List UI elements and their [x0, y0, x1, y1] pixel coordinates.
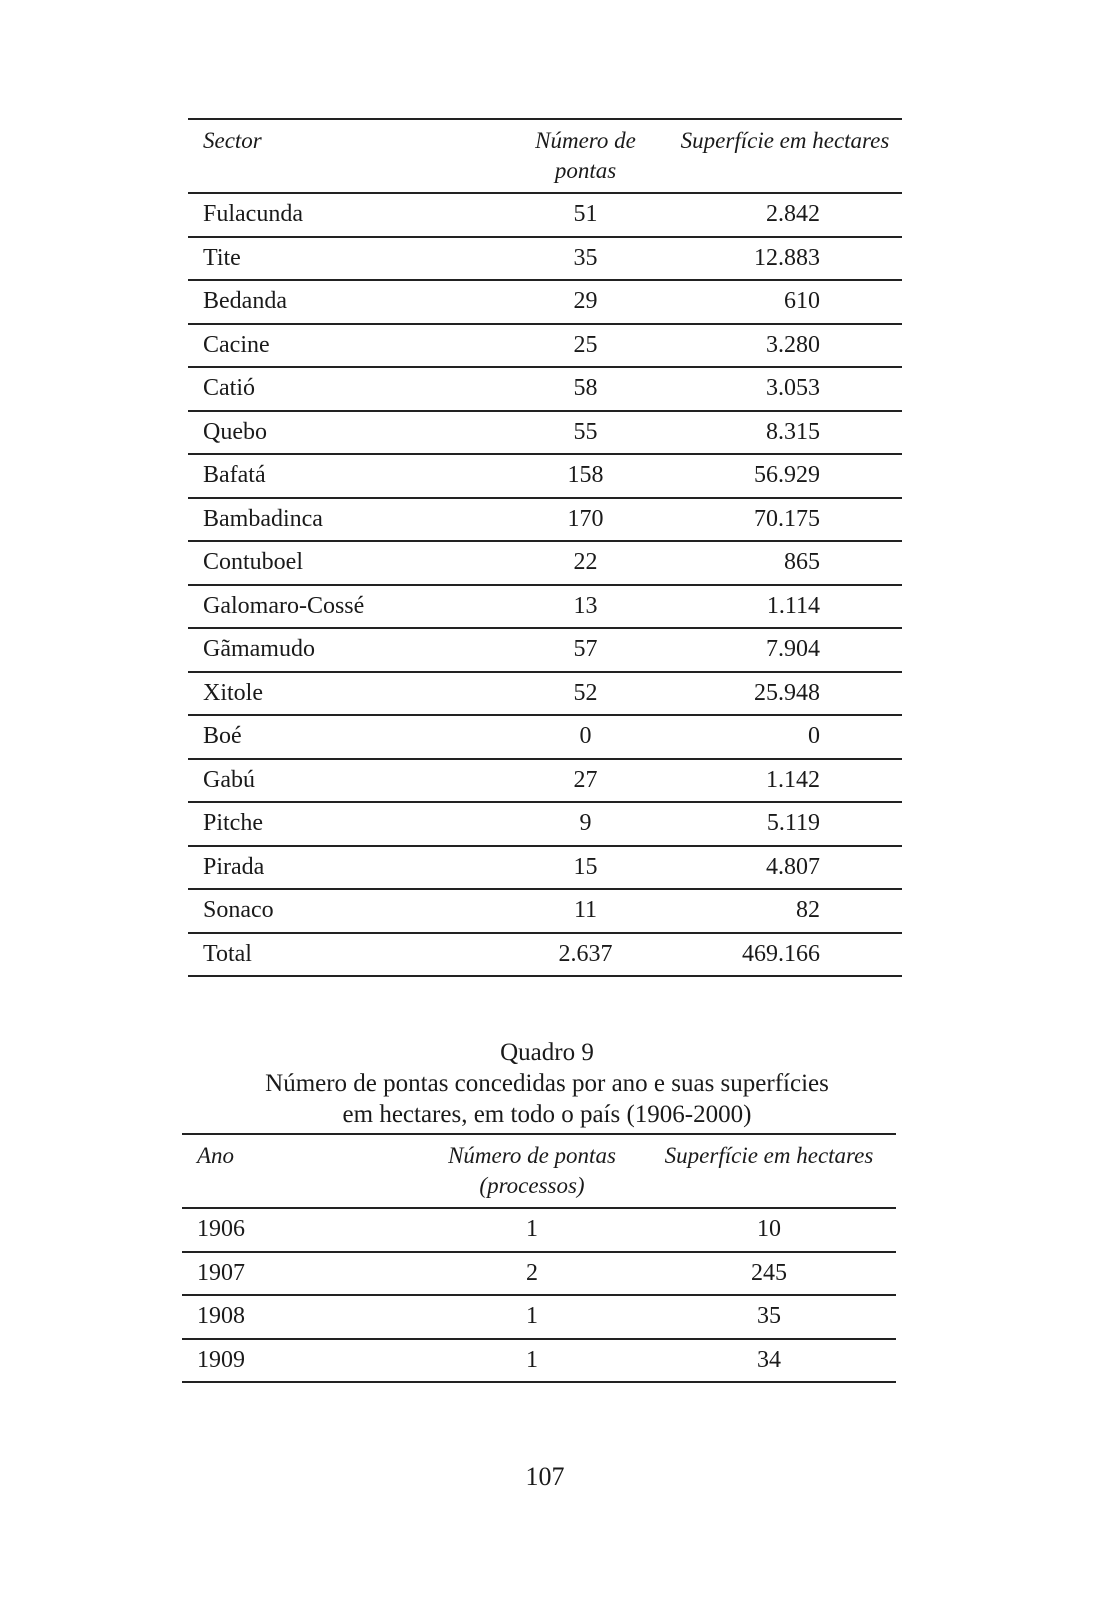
row-number: 13 — [503, 585, 668, 629]
table-row — [188, 802, 902, 846]
table-row — [188, 411, 902, 455]
table-row — [182, 1252, 896, 1296]
row-number: 2 — [422, 1252, 642, 1296]
row-area: 12.883 — [668, 237, 902, 281]
row-number: 1 — [422, 1295, 642, 1339]
table-row — [188, 237, 902, 281]
table-title-line2: em hectares, em todo o país (1906-2000) — [342, 1101, 752, 1128]
table-row — [188, 367, 902, 411]
row-area: 70.175 — [668, 498, 902, 542]
row-label: Gabú — [188, 759, 503, 803]
row-number: 0 — [503, 715, 668, 759]
table-row — [188, 628, 902, 672]
sector-table — [188, 118, 902, 977]
row-number: 11 — [503, 889, 668, 933]
table-row — [188, 585, 902, 629]
table-row — [188, 759, 902, 803]
row-number: 29 — [503, 280, 668, 324]
row-area: 0 — [668, 715, 902, 759]
row-label: Catió — [188, 367, 503, 411]
row-area: 610 — [668, 280, 902, 324]
header-year: Ano — [182, 1134, 422, 1208]
row-area: 1.142 — [668, 759, 902, 803]
row-label: Gãmamudo — [188, 628, 503, 672]
table-row — [188, 541, 902, 585]
table-row — [188, 672, 902, 716]
row-number: 22 — [503, 541, 668, 585]
row-area: 82 — [668, 889, 902, 933]
row-area: 5.119 — [668, 802, 902, 846]
row-number: 158 — [503, 454, 668, 498]
table-row — [188, 454, 902, 498]
row-label: Galomaro-Cossé — [188, 585, 503, 629]
row-area: 56.929 — [668, 454, 902, 498]
row-area: 865 — [668, 541, 902, 585]
row-label: 1907 — [182, 1252, 422, 1296]
row-number: 51 — [503, 193, 668, 237]
row-area: 8.315 — [668, 411, 902, 455]
table-row — [188, 193, 902, 237]
row-label: Xitole — [188, 672, 503, 716]
row-label: Total — [188, 933, 503, 977]
table-caption — [182, 1037, 912, 1130]
header-sector: Sector — [188, 119, 503, 193]
row-number: 25 — [503, 324, 668, 368]
row-label: Bafatá — [188, 454, 503, 498]
header-area: Superfície em hectares — [668, 119, 902, 193]
row-label: Sonaco — [188, 889, 503, 933]
row-number: 9 — [503, 802, 668, 846]
row-area: 245 — [642, 1252, 896, 1296]
row-label: Boé — [188, 715, 503, 759]
row-number: 1 — [422, 1208, 642, 1252]
year-table — [182, 1133, 896, 1383]
table-header-row — [182, 1134, 896, 1208]
row-area: 10 — [642, 1208, 896, 1252]
table-row — [188, 324, 902, 368]
table-row — [182, 1295, 896, 1339]
row-number: 170 — [503, 498, 668, 542]
row-area: 1.114 — [668, 585, 902, 629]
row-label: Bedanda — [188, 280, 503, 324]
row-number: 52 — [503, 672, 668, 716]
row-label: Pirada — [188, 846, 503, 890]
row-label: Cacine — [188, 324, 503, 368]
row-label: Bambadinca — [188, 498, 503, 542]
row-number: 58 — [503, 367, 668, 411]
header-number: Número de pontas (processos) — [422, 1134, 642, 1208]
row-area: 2.842 — [668, 193, 902, 237]
row-label: Contuboel — [188, 541, 503, 585]
table-row — [182, 1208, 896, 1252]
table-label: Quadro 9 — [500, 1039, 594, 1066]
row-number: 1 — [422, 1339, 642, 1383]
row-label: Fulacunda — [188, 193, 503, 237]
row-label: 1909 — [182, 1339, 422, 1383]
row-number: 35 — [503, 237, 668, 281]
row-label: 1908 — [182, 1295, 422, 1339]
row-number: 55 — [503, 411, 668, 455]
table-row — [188, 280, 902, 324]
row-number: 57 — [503, 628, 668, 672]
row-label: Quebo — [188, 411, 503, 455]
header-number: Número de pontas — [503, 119, 668, 193]
row-area: 25.948 — [668, 672, 902, 716]
row-number: 2.637 — [503, 933, 668, 977]
row-label: Tite — [188, 237, 503, 281]
row-area: 3.280 — [668, 324, 902, 368]
row-area: 35 — [642, 1295, 896, 1339]
table-row — [188, 498, 902, 542]
row-area: 34 — [642, 1339, 896, 1383]
row-area: 469.166 — [668, 933, 902, 977]
table-row — [188, 846, 902, 890]
row-area: 7.904 — [668, 628, 902, 672]
table-title-line1: Número de pontas concedidas por ano e suas superfícies — [265, 1070, 829, 1097]
row-area: 3.053 — [668, 367, 902, 411]
row-number: 15 — [503, 846, 668, 890]
row-area: 4.807 — [668, 846, 902, 890]
row-number: 27 — [503, 759, 668, 803]
table-row — [188, 889, 902, 933]
page-number: 107 — [525, 1462, 565, 1491]
row-label: 1906 — [182, 1208, 422, 1252]
table-row — [188, 715, 902, 759]
table-header-row — [188, 119, 902, 193]
row-label: Pitche — [188, 802, 503, 846]
table-row — [188, 933, 902, 977]
header-area: Superfície em hectares — [642, 1134, 896, 1208]
table-row — [182, 1339, 896, 1383]
